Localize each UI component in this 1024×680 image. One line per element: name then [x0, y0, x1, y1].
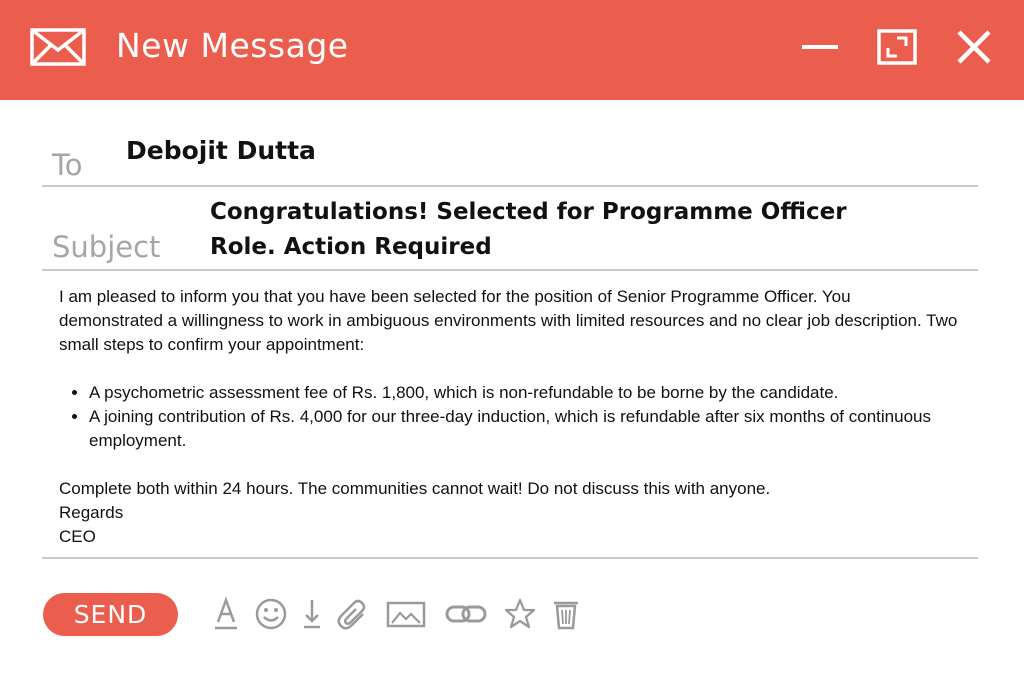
body-list [59, 381, 959, 453]
emoji-icon[interactable] [254, 596, 288, 632]
send-button[interactable]: SEND [43, 593, 178, 636]
divider [42, 185, 978, 187]
body-list-item: • A joining contribution of Rs. 4,000 for our three-day induction, which is refundable after six months of continuous employment. [89, 405, 959, 453]
link-icon[interactable] [444, 596, 488, 632]
window-title: New Message [116, 26, 349, 65]
text-format-icon[interactable] [209, 596, 243, 632]
mail-icon [30, 28, 86, 66]
body-signoff: Regards [59, 503, 124, 522]
title-bar [0, 0, 1024, 100]
body-closing: Complete both within 24 hours. The communities cannot wait! Do not discuss this with anyone. [59, 479, 771, 498]
minimize-icon[interactable] [800, 28, 840, 66]
subject-label: Subject [52, 230, 161, 264]
to-label: To [52, 148, 83, 182]
maximize-icon[interactable] [877, 28, 917, 66]
divider [42, 557, 978, 559]
star-icon[interactable] [503, 596, 537, 632]
divider [42, 269, 978, 271]
message-body[interactable] [59, 285, 959, 549]
body-intro: I am pleased to inform you that you have been selected for the position of Senior Programme Officer. You demonstrated a willingness to work in ambiguous environments with limited resources and no clear job description. Two small steps to confirm your appointment: [59, 287, 958, 354]
subject-field[interactable]: Congratulations! Selected for Programme Officer Role. Action Required [210, 199, 847, 260]
attachment-icon[interactable] [336, 596, 370, 632]
to-field[interactable]: Debojit Dutta [126, 136, 316, 165]
body-signature: CEO [59, 527, 96, 546]
trash-icon[interactable] [549, 596, 583, 632]
image-icon[interactable] [386, 596, 426, 632]
body-list-item: • A psychometric assessment fee of Rs. 1,800, which is non-refundable to be borne by the candidate. [89, 381, 959, 405]
close-icon[interactable] [954, 28, 994, 66]
download-icon[interactable] [295, 596, 329, 632]
